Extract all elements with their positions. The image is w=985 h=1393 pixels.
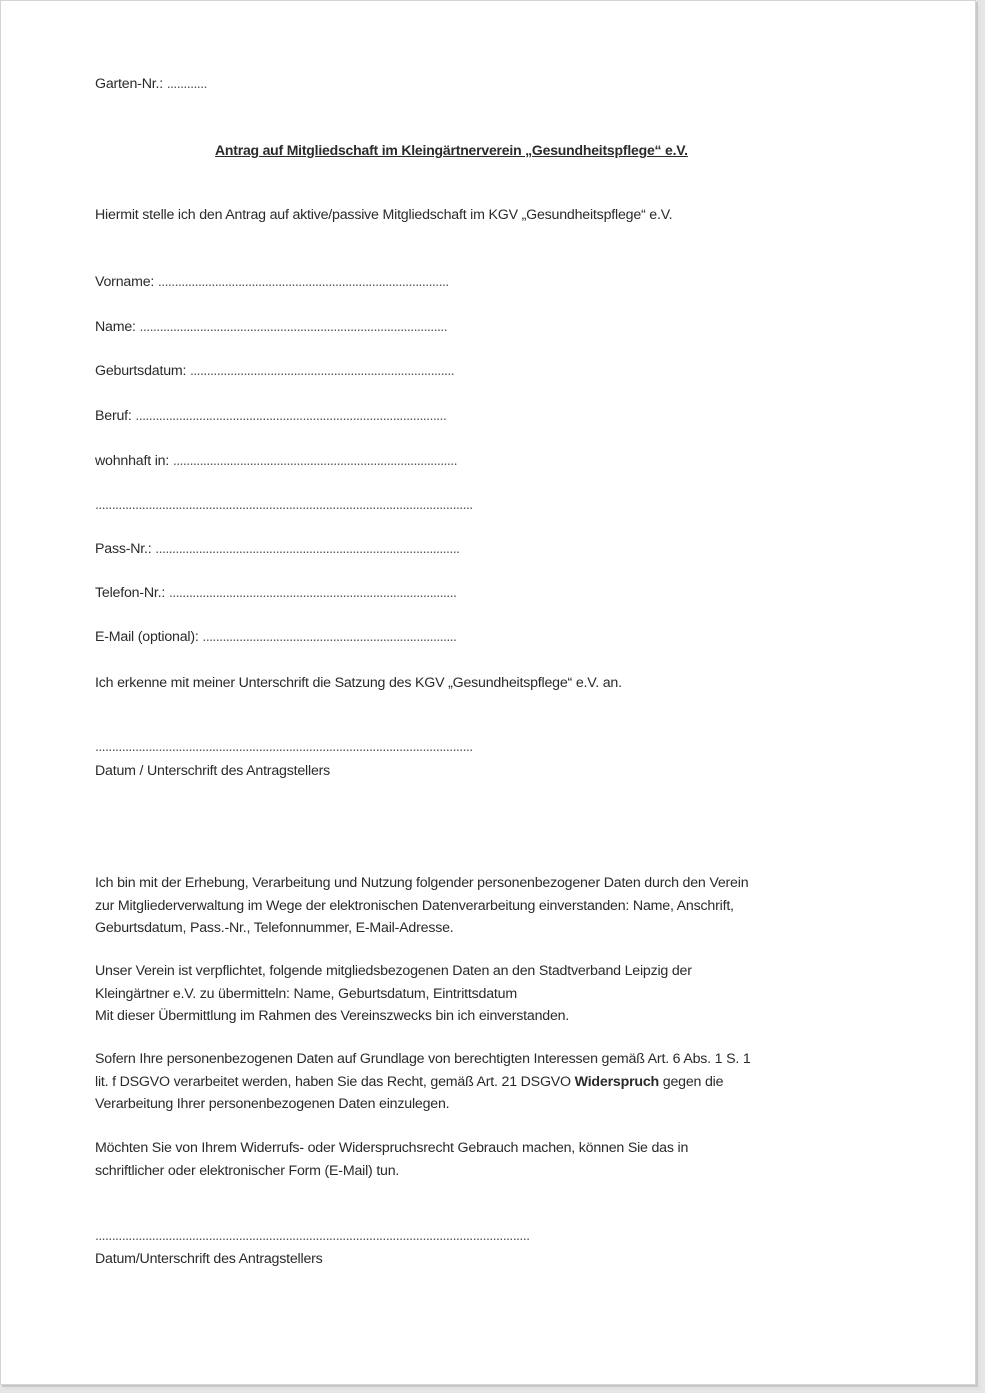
text-line — [95, 1071, 905, 1094]
text-segment: gegen die — [659, 1073, 724, 1090]
field-label: wohnhaft in: — [95, 453, 170, 469]
field-blank[interactable]: ............................................................................................. — [135, 408, 447, 424]
field-residence — [95, 453, 457, 469]
text-line: Ich bin mit der Erhebung, Verarbeitung und Nutzung folgender personenbezogener Daten durch den Verein — [95, 875, 749, 891]
text-line: Unser Verein ist verpflichtet, folgende mitgliedsbezogenen Daten an den Stadtverband Leipzig der — [95, 963, 692, 979]
field-blank[interactable]: ............................................................................................ — [139, 319, 447, 335]
emphasis-objection: Widerspruch — [574, 1073, 660, 1090]
field-blank[interactable]: ........................................................................................... — [155, 541, 460, 557]
text-line: zur Mitgliederverwaltung im Wege der elektronischen Datenverarbeitung einverstanden: Name, Anschrift, — [95, 897, 734, 914]
field-first-name — [95, 274, 449, 290]
field-label: Geburtsdatum: — [95, 363, 187, 379]
field-blank[interactable]: ....................................................................................... — [157, 274, 449, 290]
field-label: Beruf: — [95, 408, 132, 424]
field-label: Telefon-Nr.: — [95, 585, 166, 601]
objection-paragraph — [95, 1048, 905, 1116]
text-line: Sofern Ihre personenbezogenen Daten auf Grundlage von berechtigten Interessen gemäß Art. 6 Abs. 1 S. 1 — [95, 1051, 751, 1067]
garden-number-blank[interactable]: ............ — [166, 76, 207, 92]
text-segment: lit. f DSGVO verarbeitet werden, haben Sie das Recht, gemäß Art. 21 DSGVO — [95, 1073, 575, 1090]
field-label: Name: — [95, 319, 136, 335]
field-label: Pass-Nr.: — [95, 541, 152, 557]
field-blank[interactable]: ..................................................................................... — [172, 453, 457, 469]
document-title: Antrag auf Mitgliedschaft im Kleingärtnerverein „Gesundheitspflege“ e.V. — [215, 142, 688, 158]
signature-label-1: Datum / Unterschrift des Antragstellers — [95, 763, 331, 779]
field-phone — [95, 585, 456, 601]
revocation-paragraph — [95, 1137, 905, 1182]
field-passport — [95, 541, 459, 557]
field-label: Vorname: — [95, 274, 155, 290]
signature-line-1[interactable]: ................................................................................................................. — [95, 739, 473, 755]
field-blank[interactable]: ...................................................................................... — [168, 585, 457, 601]
field-blank[interactable]: ............................................................................ — [202, 629, 457, 645]
field-blank[interactable]: ............................................................................... — [190, 363, 454, 379]
text-line: Mit dieser Übermittlung im Rahmen des Vereinszwecks bin ich einverstanden. — [95, 1008, 570, 1024]
garden-number-label: Garten-Nr.: — [95, 76, 163, 92]
text-line: Geburtsdatum, Pass.-Nr., Telefonnummer, E-Mail-Adresse. — [95, 920, 454, 936]
data-transfer-paragraph — [95, 960, 905, 1028]
text-line: schriftlicher oder elektronischer Form (E-Mail) tun. — [95, 1162, 400, 1179]
field-blank[interactable]: ................................................................................................................. — [95, 497, 473, 513]
signature-label-2: Datum/Unterschrift des Antragstellers — [95, 1251, 323, 1267]
field-residence-cont — [95, 497, 473, 513]
field-label: E-Mail (optional): — [95, 629, 199, 645]
intro-text: Hiermit stelle ich den Antrag auf aktive/passive Mitgliedschaft im KGV „Gesundheitspflege“ e.V. — [95, 207, 673, 223]
signature-line-2[interactable]: .................................................................................................................................. — [95, 1228, 530, 1244]
field-last-name — [95, 319, 447, 335]
garden-number-field — [95, 76, 207, 92]
statute-acknowledgement: Ich erkenne mit meiner Unterschrift die Satzung des KGV „Gesundheitspflege“ e.V. an. — [95, 675, 622, 691]
consent-paragraph — [95, 872, 905, 940]
field-birthdate — [95, 363, 454, 379]
field-email — [95, 629, 456, 645]
field-occupation — [95, 408, 446, 424]
text-line: Verarbeitung Ihrer personenbezogenen Daten einzulegen. — [95, 1096, 450, 1112]
text-line: Möchten Sie von Ihrem Widerrufs- oder Widerspruchsrecht Gebrauch machen, können Sie das in — [95, 1140, 689, 1156]
text-line: Kleingärtner e.V. zu übermitteln: Name, Geburtsdatum, Eintrittsdatum — [95, 985, 517, 1002]
